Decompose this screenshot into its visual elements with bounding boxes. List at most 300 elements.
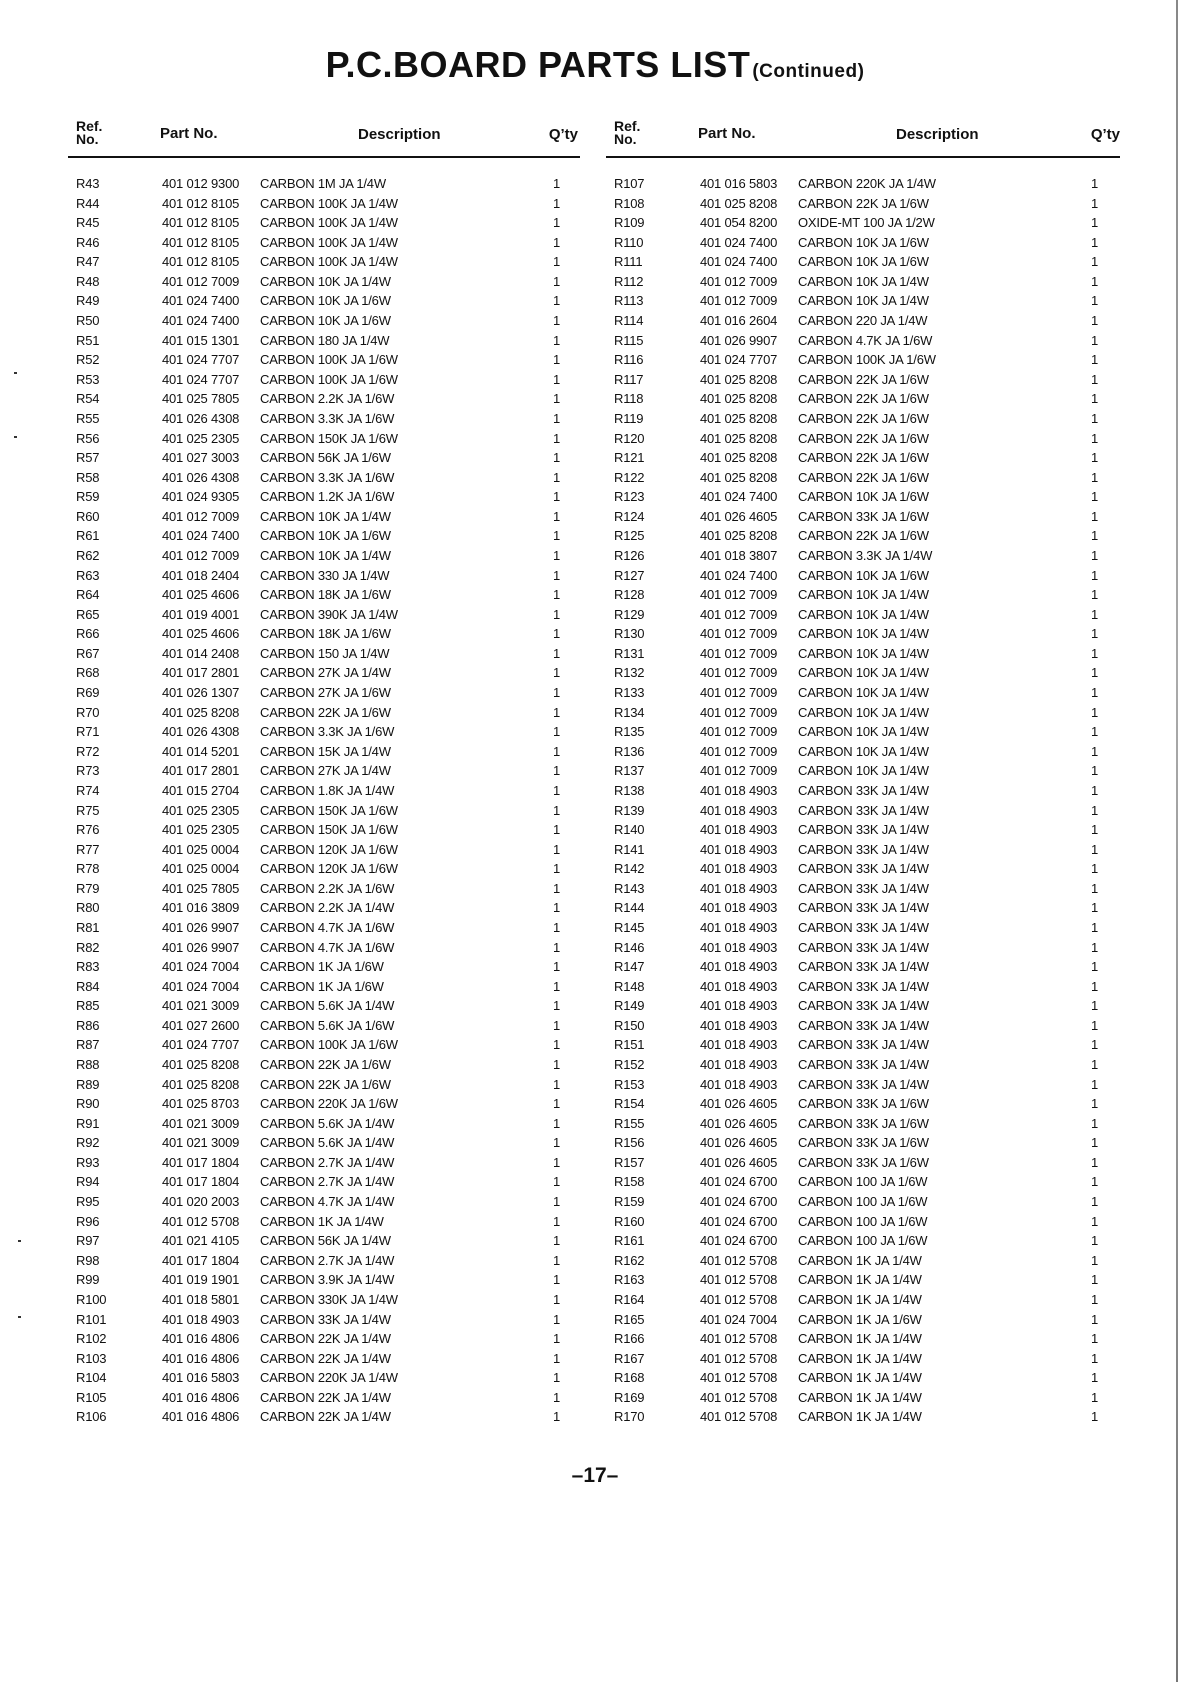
scan-edge-line [1176,0,1178,1682]
table-row [68,311,580,331]
part-no: 401 012 7009 [700,665,778,681]
description: CARBON 100K JA 1/4W [260,215,398,231]
ref-no: R125 [614,528,645,544]
ref-no: R86 [76,1017,100,1033]
ref-no: R157 [614,1154,645,1170]
description: CARBON 10K JA 1/4W [260,273,391,289]
part-no: 401 015 2704 [162,782,240,798]
table-row [606,1114,1120,1134]
part-no: 401 012 7009 [162,547,240,563]
table-row [606,409,1120,429]
description: CARBON 33K JA 1/4W [798,978,929,994]
table-row [68,272,580,292]
part-no: 401 016 5803 [700,176,778,191]
part-no: 401 026 4605 [700,1135,778,1151]
part-no: 401 024 6700 [700,1213,778,1229]
table-row [68,1153,580,1173]
table-row [606,487,1120,507]
scan-speck [18,1316,21,1318]
part-no: 401 019 4001 [162,606,240,622]
ref-no: R43 [76,176,100,191]
quantity: 1 [1090,1076,1098,1092]
description: CARBON 33K JA 1/4W [798,802,929,818]
ref-no: R44 [76,195,100,211]
quantity: 1 [552,704,560,720]
quantity: 1 [1090,1115,1098,1131]
part-no: 401 016 4806 [162,1350,240,1366]
description: CARBON 150K JA 1/6W [260,802,398,818]
quantity: 1 [552,763,560,779]
quantity: 1 [552,919,560,935]
ref-no: R159 [614,1194,645,1210]
table-row [68,1310,580,1330]
ref-no: R147 [614,959,645,975]
ref-no: R128 [614,587,645,603]
description: CARBON 10K JA 1/6W [260,313,391,329]
part-no: 401 012 8105 [162,254,240,270]
table-row [68,546,580,566]
table-row [68,1251,580,1271]
quantity: 1 [1090,704,1098,720]
description: CARBON 33K JA 1/4W [798,939,929,955]
table-row [68,1349,580,1369]
table-row [68,1133,580,1153]
part-no: 401 018 4903 [700,822,778,838]
part-no: 401 025 8208 [162,1057,240,1073]
part-no: 401 017 1804 [162,1174,240,1190]
description: CARBON 5.6K JA 1/4W [260,1135,395,1151]
description: CARBON 18K JA 1/6W [260,626,391,642]
quantity: 1 [552,1096,560,1112]
description: CARBON 1K JA 1/4W [260,1213,384,1229]
table-row [68,526,580,546]
part-no: 401 027 3003 [162,450,240,466]
part-no: 401 021 4105 [162,1233,240,1249]
ref-no: R63 [76,567,100,583]
ref-no: R106 [76,1409,107,1425]
ref-no: R90 [76,1096,100,1112]
ref-no: R122 [614,469,645,485]
description: CARBON 22K JA 1/4W [260,1409,391,1425]
part-no: 401 026 1307 [162,685,240,701]
table-row [606,1192,1120,1212]
quantity: 1 [552,685,560,701]
quantity: 1 [552,1037,560,1053]
part-no: 401 024 7400 [700,254,778,270]
part-no: 401 026 9907 [162,939,240,955]
ref-no: R101 [76,1311,107,1327]
header-ref-line2: No. [76,131,99,147]
part-no: 401 018 4903 [162,1311,240,1327]
description: CARBON 22K JA 1/6W [260,704,391,720]
description: CARBON 120K JA 1/6W [260,861,398,877]
part-no: 401 024 7400 [700,489,778,505]
part-no: 401 025 8208 [700,195,778,211]
ref-no: R164 [614,1291,645,1307]
part-no: 401 018 4903 [700,900,778,916]
quantity: 1 [1090,606,1098,622]
quantity: 1 [1090,528,1098,544]
part-no: 401 025 8208 [700,371,778,387]
part-no: 401 025 8208 [162,704,240,720]
quantity: 1 [1090,176,1098,191]
table-row [68,1192,580,1212]
ref-no: R119 [614,410,644,426]
description: CARBON 27K JA 1/4W [260,665,391,681]
description: CARBON 100K JA 1/4W [260,195,398,211]
part-no: 401 026 4605 [700,1096,778,1112]
part-no: 401 025 8703 [162,1096,240,1112]
ref-no: R114 [614,313,644,329]
description: CARBON 33K JA 1/4W [798,841,929,857]
quantity: 1 [1090,234,1098,250]
ref-no: R169 [614,1389,645,1405]
table-row [606,781,1120,801]
table-row [68,683,580,703]
description: CARBON 100 JA 1/6W [798,1213,928,1229]
description: CARBON 18K JA 1/6W [260,587,391,603]
description: CARBON 220K JA 1/4W [260,1370,398,1386]
description: CARBON 33K JA 1/6W [798,1154,929,1170]
part-no: 401 024 9305 [162,489,240,505]
table-row [606,1172,1120,1192]
description: CARBON 1K JA 1/6W [260,978,384,994]
quantity: 1 [552,1174,560,1190]
part-no: 401 018 4903 [700,959,778,975]
page-title [0,44,1190,86]
table-row [68,1035,580,1055]
description: CARBON 10K JA 1/6W [798,489,929,505]
table-row [68,1231,580,1251]
description: CARBON 150 JA 1/4W [260,645,390,661]
ref-no: R148 [614,978,645,994]
part-no: 401 017 2801 [162,665,240,681]
quantity: 1 [552,450,560,466]
description: CARBON 10K JA 1/4W [798,626,929,642]
table-header [68,120,580,158]
table-row [606,1212,1120,1232]
table-row [68,663,580,683]
description: CARBON 15K JA 1/4W [260,743,391,759]
description: CARBON 220 JA 1/4W [798,313,928,329]
quantity: 1 [1090,1057,1098,1073]
description: CARBON 22K JA 1/6W [260,1076,391,1092]
quantity: 1 [552,508,560,524]
description: CARBON 1K JA 1/4W [798,1252,922,1268]
part-no: 401 012 8105 [162,215,240,231]
table-row [606,1035,1120,1055]
table-row [606,1329,1120,1349]
ref-no: R135 [614,724,645,740]
table-row [606,742,1120,762]
ref-no: R145 [614,919,645,935]
quantity: 1 [1090,743,1098,759]
quantity: 1 [1090,861,1098,877]
ref-no: R152 [614,1057,645,1073]
description: CARBON 100K JA 1/6W [260,1037,398,1053]
part-no: 401 024 7400 [162,293,240,309]
table-row [606,1251,1120,1271]
description: CARBON 22K JA 1/4W [260,1331,391,1347]
quantity: 1 [1090,1311,1098,1327]
table-row [606,468,1120,488]
quantity: 1 [552,489,560,505]
description: OXIDE-MT 100 JA 1/2W [798,215,935,231]
description: CARBON 2.2K JA 1/6W [260,391,395,407]
part-no: 401 012 8105 [162,195,240,211]
description: CARBON 10K JA 1/4W [798,743,929,759]
part-no: 401 025 4606 [162,587,240,603]
table-row [68,1407,580,1427]
quantity: 1 [1090,273,1098,289]
table-row [68,1016,580,1036]
part-no: 401 012 5708 [700,1331,778,1347]
table-row [68,703,580,723]
ref-no: R82 [76,939,100,955]
scan-speck [14,372,17,374]
ref-no: R132 [614,665,645,681]
description: CARBON 33K JA 1/4W [798,1076,929,1092]
description: CARBON 1K JA 1/4W [798,1331,922,1347]
quantity: 1 [1090,900,1098,916]
quantity: 1 [1090,978,1098,994]
description: CARBON 22K JA 1/6W [798,430,929,446]
description: CARBON 10K JA 1/6W [798,254,929,270]
quantity: 1 [1090,1370,1098,1386]
table-row [68,566,580,586]
part-no: 401 024 6700 [700,1174,778,1190]
ref-no: R68 [76,665,100,681]
ref-no: R80 [76,900,100,916]
description: CARBON 2.7K JA 1/4W [260,1154,395,1170]
table-row [68,742,580,762]
quantity: 1 [1090,1331,1098,1347]
description: CARBON 22K JA 1/6W [798,371,929,387]
quantity: 1 [1090,763,1098,779]
table-row [606,918,1120,938]
description: CARBON 22K JA 1/6W [798,410,929,426]
quantity: 1 [1090,391,1098,407]
table-row [606,1290,1120,1310]
table-row [606,663,1120,683]
part-no: 401 012 5708 [162,1213,240,1229]
description: CARBON 33K JA 1/6W [798,508,929,524]
quantity: 1 [1090,195,1098,211]
ref-no: R96 [76,1213,100,1229]
part-no: 401 027 2600 [162,1017,240,1033]
description: CARBON 33K JA 1/4W [260,1311,391,1327]
table-row [606,1349,1120,1369]
part-no: 401 026 9907 [700,332,778,348]
quantity: 1 [1090,880,1098,896]
description: CARBON 100K JA 1/4W [260,254,398,270]
table-row [68,879,580,899]
table-row [68,1055,580,1075]
description: CARBON 22K JA 1/6W [798,528,929,544]
quantity: 1 [1090,1409,1098,1425]
ref-no: R67 [76,645,100,661]
part-no: 401 025 7805 [162,391,240,407]
part-no: 401 024 6700 [700,1233,778,1249]
table-row [68,840,580,860]
quantity: 1 [1090,430,1098,446]
quantity: 1 [1090,1037,1098,1053]
part-no: 401 018 4903 [700,841,778,857]
description: CARBON 33K JA 1/6W [798,1135,929,1151]
ref-no: R91 [76,1115,100,1131]
ref-no: R151 [614,1037,645,1053]
description: CARBON 33K JA 1/4W [798,900,929,916]
quantity: 1 [552,176,560,191]
description: CARBON 330 JA 1/4W [260,567,390,583]
table-row [68,977,580,997]
ref-no: R165 [614,1311,645,1327]
table-row [606,526,1120,546]
description: CARBON 10K JA 1/4W [798,587,929,603]
description: CARBON 10K JA 1/4W [798,645,929,661]
ref-no: R163 [614,1272,645,1288]
table-row [68,1270,580,1290]
description: CARBON 3.3K JA 1/6W [260,469,395,485]
description: CARBON 1K JA 1/4W [798,1389,922,1405]
table-row [606,1388,1120,1408]
quantity: 1 [1090,1233,1098,1249]
table-row [68,233,580,253]
part-no: 401 012 5708 [700,1350,778,1366]
ref-no: R88 [76,1057,100,1073]
table-row [606,429,1120,449]
quantity: 1 [1090,841,1098,857]
description: CARBON 3.3K JA 1/6W [260,724,395,740]
ref-no: R87 [76,1037,100,1053]
table-row [606,1407,1120,1427]
quantity: 1 [552,1154,560,1170]
description: CARBON 33K JA 1/4W [798,959,929,975]
parts-table-left [68,120,580,1427]
description: CARBON 10K JA 1/4W [798,704,929,720]
description: CARBON 100 JA 1/6W [798,1194,928,1210]
quantity: 1 [1090,782,1098,798]
quantity: 1 [552,293,560,309]
quantity: 1 [1090,1252,1098,1268]
table-row [68,1114,580,1134]
quantity: 1 [552,626,560,642]
table-row [606,233,1120,253]
ref-no: R131 [614,645,645,661]
part-no: 401 054 8200 [700,215,778,231]
table-row [606,644,1120,664]
quantity: 1 [1090,215,1098,231]
ref-no: R136 [614,743,645,759]
quantity: 1 [1090,1389,1098,1405]
part-no: 401 018 4903 [700,1057,778,1073]
quantity: 1 [1090,1291,1098,1307]
description: CARBON 10K JA 1/4W [260,508,391,524]
ref-no: R79 [76,880,100,896]
part-no: 401 025 8208 [700,450,778,466]
table-row [68,624,580,644]
ref-no: R105 [76,1389,107,1405]
part-no: 401 018 4903 [700,998,778,1014]
description: CARBON 220K JA 1/4W [798,176,936,191]
title-text: P.C.BOARD PARTS LIST [325,44,751,85]
table-row [68,429,580,449]
part-no: 401 012 5708 [700,1409,778,1425]
part-no: 401 019 1901 [162,1272,240,1288]
ref-no: R52 [76,352,100,368]
part-no: 401 025 8208 [162,1076,240,1092]
quantity: 1 [552,861,560,877]
description: CARBON 3.9K JA 1/4W [260,1272,395,1288]
table-row [606,566,1120,586]
description: CARBON 1K JA 1/6W [798,1311,922,1327]
quantity: 1 [552,1350,560,1366]
table-row [68,194,580,214]
ref-no: R98 [76,1252,100,1268]
quantity: 1 [1090,547,1098,563]
ref-no: R138 [614,782,645,798]
header-ref [76,120,102,146]
part-no: 401 016 3809 [162,900,240,916]
table-row [606,859,1120,879]
part-no: 401 016 2604 [700,313,778,329]
description: CARBON 10K JA 1/4W [798,724,929,740]
table-row [68,761,580,781]
description: CARBON 4.7K JA 1/6W [798,332,933,348]
ref-no: R100 [76,1291,107,1307]
quantity: 1 [1090,332,1098,348]
table-row [68,331,580,351]
quantity: 1 [552,410,560,426]
quantity: 1 [552,1213,560,1229]
header-description: Description [358,126,441,143]
table-row [68,585,580,605]
header-ref-line1: Ref. [614,118,641,134]
description: CARBON 5.6K JA 1/4W [260,998,395,1014]
description: CARBON 1K JA 1/4W [798,1409,922,1425]
description: CARBON 33K JA 1/4W [798,782,929,798]
ref-no: R59 [76,489,100,505]
description: CARBON 2.2K JA 1/4W [260,900,395,916]
ref-no: R60 [76,508,100,524]
table-row [68,918,580,938]
ref-no: R154 [614,1096,645,1112]
ref-no: R112 [614,273,644,289]
part-no: 401 012 7009 [162,508,240,524]
quantity: 1 [1090,626,1098,642]
quantity: 1 [552,254,560,270]
part-no: 401 025 8208 [700,410,778,426]
part-no: 401 025 8208 [700,469,778,485]
part-no: 401 012 7009 [700,273,778,289]
quantity: 1 [1090,1174,1098,1190]
header-ref-line2: No. [614,131,637,147]
description: CARBON 180 JA 1/4W [260,332,390,348]
table-row [68,801,580,821]
ref-no: R75 [76,802,100,818]
ref-no: R146 [614,939,645,955]
table-row [606,370,1120,390]
part-no: 401 014 2408 [162,645,240,661]
table-row [68,409,580,429]
description: CARBON 10K JA 1/4W [798,606,929,622]
description: CARBON 22K JA 1/4W [260,1389,391,1405]
table-row [606,1133,1120,1153]
part-no: 401 024 7707 [162,352,240,368]
table-row [68,448,580,468]
table-row [68,487,580,507]
table-row [68,1172,580,1192]
